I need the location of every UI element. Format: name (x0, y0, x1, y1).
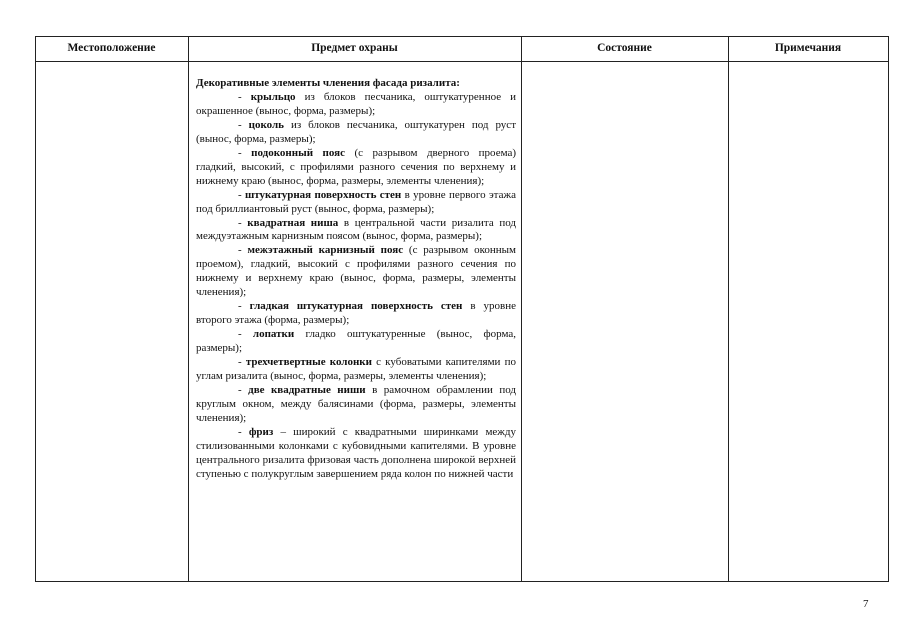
item-description: из блоков песчаника, оштукатуренное и окрашенное (вынос, форма, размеры); (196, 90, 516, 117)
list-item (196, 384, 516, 426)
table-top-border (35, 36, 889, 37)
item-element-name: цоколь (248, 118, 284, 131)
item-dash: - (238, 356, 246, 369)
item-description: из блоков песчаника, оштукатурен под руст (вынос, форма, размеры); (196, 118, 516, 145)
item-element-name: гладкая штукатурная поверхность стен (249, 300, 463, 313)
column-divider-2 (521, 36, 522, 582)
list-item (196, 147, 516, 189)
header-protection-subject: Предмет охраны (311, 42, 398, 54)
header-condition: Состояние (597, 42, 652, 54)
item-element-name: подоконный пояс (251, 146, 345, 159)
item-dash: - (238, 244, 248, 257)
item-dash: - (238, 328, 253, 341)
item-element-name: штукатурная поверхность стен (245, 188, 402, 201)
list-item (196, 217, 516, 245)
item-description: в уровне второго этажа (форма, размеры); (196, 300, 516, 327)
item-element-name: квадратная ниша (247, 216, 339, 229)
header-bottom-border (35, 61, 889, 62)
list-item (196, 244, 516, 300)
item-description: в рамочном обрамлении под круглым окном, между балясинами (форма, размеры, элементы членения); (196, 383, 517, 424)
item-element-name: фриз (248, 425, 274, 438)
item-description: (с разрывом оконным проемом), гладкий, высокий с профилями разного сечения по нижнему и верхнему краю (вынос, форма, размеры, элементы членения); (196, 244, 516, 299)
item-description: гладко оштукатуренные (вынос, форма, размеры); (196, 328, 516, 355)
section-heading: Декоративные элементы членения фасада ризалита: (196, 77, 460, 89)
item-description: – широкий с квадратными ширинками между стилизованными колонками с кубовидными капителями. В уровне центрального ризалита фризовая часть дополнена широкой верхней ступенью с полукруглым завершением ряда колон по нижней части (196, 425, 516, 480)
item-dash: - (238, 188, 246, 201)
item-dash: - (238, 383, 249, 396)
table-left-border (35, 36, 36, 582)
header-location: Местоположение (67, 42, 156, 54)
item-dash: - (238, 146, 252, 159)
item-description: в уровне первого этажа под бриллиантовый руст (вынос, форма, размеры); (196, 188, 516, 215)
list-item (196, 328, 516, 356)
list-item (196, 91, 516, 119)
protection-items-list (196, 91, 516, 482)
table-bottom-border (35, 581, 889, 582)
item-dash: - (238, 90, 251, 103)
page-number: 7 (863, 598, 869, 610)
protection-subject-cell (196, 77, 516, 482)
table-right-border (888, 36, 889, 582)
item-dash: - (238, 425, 249, 438)
column-divider-1 (188, 36, 189, 582)
item-dash: - (238, 118, 249, 131)
item-element-name: трехчетвертные колонки (245, 356, 372, 369)
list-item (196, 356, 516, 384)
header-notes: Примечания (774, 42, 842, 54)
item-element-name: межэтажный карнизный пояс (247, 244, 404, 257)
item-element-name: две квадратные ниши (248, 383, 366, 396)
list-item (196, 119, 516, 147)
column-divider-3 (728, 36, 729, 582)
item-element-name: лопатки (252, 328, 295, 341)
item-description: (с разрывом дверного проема) гладкий, высокий, с профилями разного сечения по верхнему и нижнему краю (вынос, форма, размеры, элементы членения); (196, 146, 517, 187)
item-element-name: крыльцо (250, 90, 296, 103)
list-item (196, 300, 516, 328)
list-item (196, 189, 516, 217)
item-description: с кубоватыми капителями по углам ризалита (вынос, форма, размеры, элементы членения); (196, 356, 516, 383)
item-dash: - (238, 216, 248, 229)
item-description: в центральной части ризалита под междуэтажным карнизным поясом (вынос, форма, размеры); (196, 216, 516, 243)
list-item (196, 426, 516, 482)
item-dash: - (238, 300, 250, 313)
